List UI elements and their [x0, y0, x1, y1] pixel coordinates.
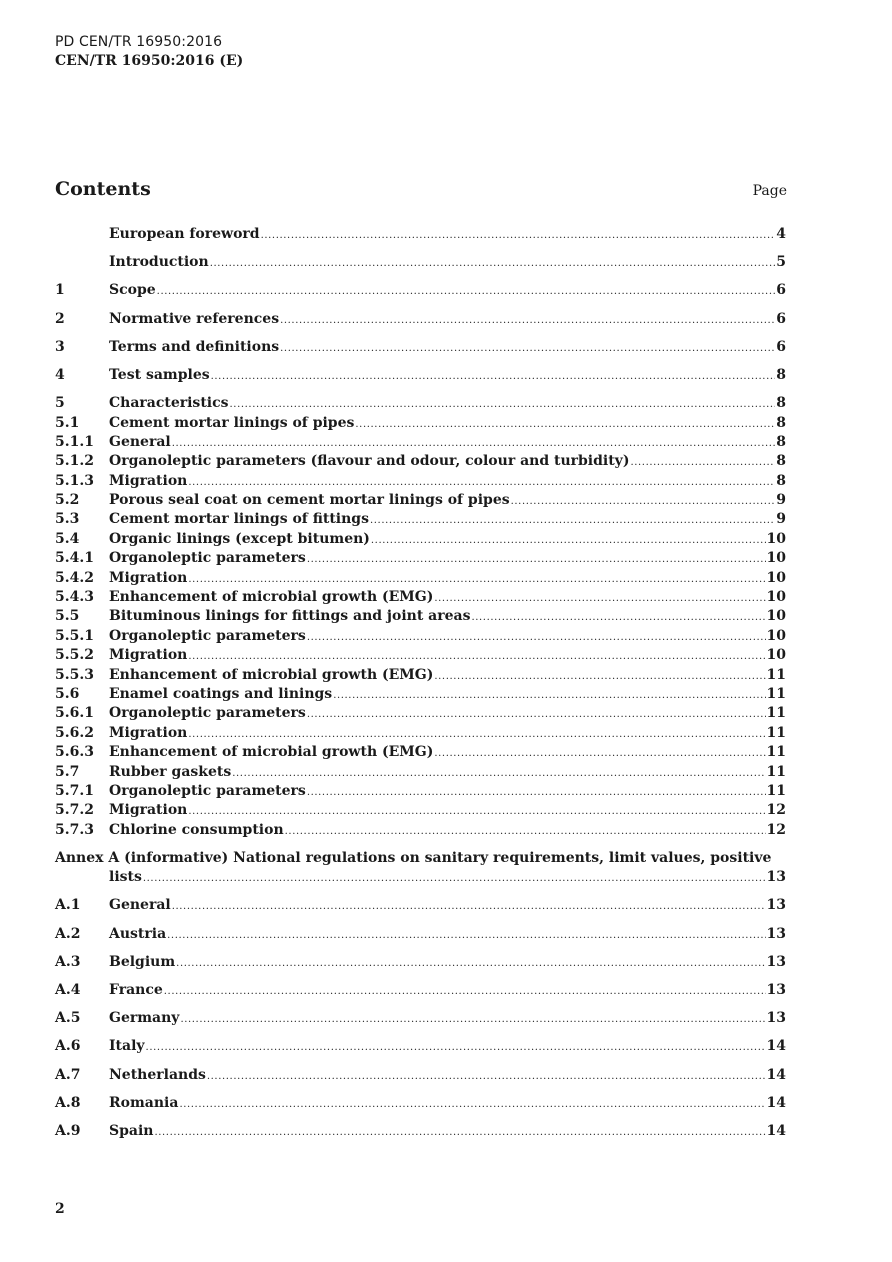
toc-entry-number: A.3: [55, 953, 81, 970]
dot-leader: [434, 589, 765, 608]
toc-entry-page: 10: [766, 627, 786, 644]
dot-leader: [207, 1067, 766, 1086]
toc-entry-title: Italy: [109, 1038, 145, 1055]
toc-entry-page: 6: [776, 282, 786, 299]
toc-entry-title: Migration: [109, 724, 188, 741]
dot-leader: [232, 764, 765, 783]
toc-entry-title: Organoleptic parameters: [109, 782, 306, 799]
toc-entry-number: A.1: [55, 897, 81, 914]
dot-leader: [188, 725, 765, 744]
dot-leader: [333, 686, 765, 705]
dot-leader: [167, 926, 765, 945]
toc-entry-page: 14: [766, 1038, 786, 1055]
toc-entry-page: 9: [776, 492, 786, 509]
toc-entry[interactable]: [55, 782, 786, 801]
toc-entry-title: Normative references: [109, 310, 280, 327]
toc-entry-number: 5.4.3: [55, 589, 94, 606]
toc-entry-number: 5.4.2: [55, 569, 94, 586]
toc-entry-title: General: [109, 897, 171, 914]
toc-entry-page: 13: [766, 1010, 786, 1027]
toc-entry-page: 11: [766, 763, 786, 780]
toc-entry-number: A.8: [55, 1094, 81, 1111]
toc-entry[interactable]: [55, 588, 786, 607]
toc-entry[interactable]: [55, 607, 786, 626]
toc-entry-number: 5.7: [55, 763, 80, 780]
dot-leader: [188, 570, 765, 589]
annex-title-line-2: [55, 868, 786, 887]
toc-entry[interactable]: [55, 685, 786, 704]
toc-entry-title: Cement mortar linings of fittings: [109, 511, 369, 528]
toc-entry-page: 8: [776, 395, 786, 412]
toc-entry[interactable]: [55, 1009, 786, 1028]
toc-entry-title: Romania: [109, 1094, 179, 1111]
toc-entry-title: Enamel coatings and linings: [109, 685, 333, 702]
toc-entry-number: 5.2: [55, 492, 80, 509]
toc-entry-page: 12: [766, 802, 786, 819]
dot-leader: [188, 802, 765, 821]
toc-entry[interactable]: [55, 724, 786, 743]
page-number: 2: [55, 1201, 65, 1217]
dot-leader: [307, 550, 766, 569]
toc-entry-title: Terms and definitions: [109, 338, 280, 355]
toc-entry-page: 9: [776, 511, 786, 528]
toc-entry-page: 10: [766, 608, 786, 625]
toc-entry-title: Scope: [109, 282, 156, 299]
table-of-contents: [55, 225, 786, 1141]
toc-entry-number: 5.1.2: [55, 453, 94, 470]
dot-leader: [280, 339, 775, 358]
toc-entry[interactable]: [55, 627, 786, 646]
toc-entry[interactable]: [55, 338, 786, 357]
toc-entry[interactable]: [55, 981, 786, 1000]
dot-leader: [143, 869, 766, 888]
toc-entry-number: 5.4: [55, 530, 80, 547]
dot-leader: [210, 254, 776, 273]
toc-entry[interactable]: [55, 366, 786, 385]
toc-entry-page: 10: [766, 647, 786, 664]
toc-entry[interactable]: [55, 1037, 786, 1056]
toc-entry-title: Enhancement of microbial growth (EMG): [109, 589, 434, 606]
toc-entry-page: 10: [766, 550, 786, 567]
dot-leader: [285, 822, 766, 841]
toc-entry-title: Rubber gaskets: [109, 763, 232, 780]
toc-entry[interactable]: [55, 530, 786, 549]
toc-entry[interactable]: [55, 433, 786, 452]
dot-leader: [188, 647, 765, 666]
toc-entry-title: Belgium: [109, 953, 176, 970]
toc-entry-page: 5: [776, 254, 786, 271]
toc-entry-page: 11: [766, 724, 786, 741]
toc-entry-number: 5.5.2: [55, 647, 94, 664]
dot-leader: [280, 311, 775, 330]
dot-leader: [511, 492, 776, 511]
toc-entry-title: Migration: [109, 569, 188, 586]
contents-heading-row: [55, 178, 787, 200]
dot-leader: [355, 415, 775, 434]
dot-leader: [172, 434, 776, 453]
toc-entry-page: 11: [766, 782, 786, 799]
annex-title-continuation: lists: [109, 869, 142, 886]
dot-leader: [211, 367, 776, 386]
toc-entry-number: 5.7.2: [55, 802, 94, 819]
toc-entry-number: 5.5.3: [55, 666, 94, 683]
dot-leader: [261, 226, 776, 245]
dot-leader: [188, 473, 775, 492]
toc-entry[interactable]: [55, 925, 786, 944]
toc-entry-title: Austria: [109, 925, 167, 942]
toc-entry[interactable]: [55, 394, 786, 413]
dot-leader: [471, 608, 765, 627]
toc-entry-page: 11: [766, 666, 786, 683]
toc-entry-title: Migration: [109, 802, 188, 819]
toc-entry[interactable]: [55, 491, 786, 510]
toc-entry-title: Migration: [109, 647, 188, 664]
contents-title: Contents: [55, 178, 151, 200]
dot-leader: [154, 1123, 765, 1142]
toc-entry-number: 5.6.1: [55, 705, 94, 722]
toc-entry-page: 11: [766, 685, 786, 702]
toc-entry[interactable]: [55, 225, 786, 244]
toc-entry-title: Bituminous linings for fittings and joint areas: [109, 608, 471, 625]
toc-entry-title: Organic linings (except bitumen): [109, 530, 370, 547]
toc-entry[interactable]: [55, 510, 786, 529]
toc-entry-title: Test samples: [109, 366, 210, 383]
toc-entry-number: 5.7.3: [55, 821, 94, 838]
toc-entry-page: 10: [766, 589, 786, 606]
toc-entry-number: 3: [55, 338, 65, 355]
toc-entry-page: 13: [766, 953, 786, 970]
toc-entry-title: European foreword: [109, 226, 260, 242]
toc-entry-number: 4: [55, 366, 65, 383]
dot-leader: [157, 282, 776, 301]
toc-entry[interactable]: [55, 743, 786, 762]
dot-leader: [179, 1095, 765, 1114]
toc-entry-title: Cement mortar linings of pipes: [109, 414, 355, 431]
toc-entry[interactable]: [55, 549, 786, 568]
toc-entry[interactable]: [55, 821, 786, 840]
toc-entry-page: 8: [776, 433, 786, 450]
toc-entry-page: 12: [766, 821, 786, 838]
dot-leader: [370, 511, 775, 530]
toc-entry-title: Organoleptic parameters (flavour and odour, colour and turbidity): [109, 453, 630, 470]
toc-entry-title: Characteristics: [109, 395, 229, 412]
dot-leader: [176, 954, 765, 973]
toc-entry-page: 6: [776, 338, 786, 355]
toc-entry-number: 5.1.1: [55, 433, 94, 450]
toc-entry[interactable]: [55, 310, 786, 329]
toc-entry[interactable]: [55, 414, 786, 433]
toc-entry-page: 11: [766, 744, 786, 761]
dot-leader: [371, 531, 766, 550]
dot-leader: [307, 628, 766, 647]
annex-a-entry[interactable]: [55, 849, 786, 888]
toc-entry[interactable]: [55, 666, 786, 685]
toc-entry-page: 13: [766, 982, 786, 999]
toc-entry-page: 14: [766, 1094, 786, 1111]
toc-entry-page: 6: [776, 310, 786, 327]
toc-entry-title: Organoleptic parameters: [109, 550, 306, 567]
dot-leader: [180, 1010, 765, 1029]
toc-entry[interactable]: [55, 801, 786, 820]
toc-entry[interactable]: [55, 452, 786, 471]
toc-entry-number: 5.6.2: [55, 724, 94, 741]
toc-entry-title: Organoleptic parameters: [109, 705, 306, 722]
toc-entry-title: Organoleptic parameters: [109, 627, 306, 644]
toc-entry-number: 5.4.1: [55, 550, 94, 567]
toc-entry-page: 11: [766, 705, 786, 722]
toc-entry-number: 5.6.3: [55, 744, 94, 761]
dot-leader: [307, 783, 766, 802]
toc-entry[interactable]: [55, 704, 786, 723]
toc-entry-title: Porous seal coat on cement mortar linings of pipes: [109, 492, 510, 509]
toc-entry-number: 5.1: [55, 414, 80, 431]
toc-entry-number: 5.5.1: [55, 627, 94, 644]
toc-entry-page: 13: [766, 925, 786, 942]
toc-entry-page: 8: [776, 472, 786, 489]
toc-entry[interactable]: [55, 569, 786, 588]
toc-entry[interactable]: [55, 763, 786, 782]
toc-entry-number: A.5: [55, 1010, 81, 1027]
toc-entry-title: Chlorine consumption: [109, 821, 284, 838]
toc-entry[interactable]: [55, 472, 786, 491]
toc-entry-number: A.7: [55, 1066, 81, 1083]
toc-entry-title: General: [109, 433, 171, 450]
toc-entry-number: 5.3: [55, 511, 80, 528]
toc-entry-page: 4: [776, 226, 786, 242]
toc-entry-title: Spain: [109, 1122, 154, 1139]
document-reference: CEN/TR 16950:2016 (E): [55, 53, 244, 69]
dot-leader: [172, 897, 766, 916]
toc-entry[interactable]: [55, 1122, 786, 1141]
toc-entry-page: 13: [766, 897, 786, 914]
toc-entry[interactable]: [55, 281, 786, 300]
toc-entry[interactable]: [55, 1094, 786, 1113]
toc-entry-title: France: [109, 982, 163, 999]
dot-leader: [630, 453, 775, 472]
toc-entry[interactable]: [55, 896, 786, 915]
dot-leader: [164, 982, 766, 1001]
document-header: [55, 33, 243, 70]
toc-entry-number: 5: [55, 395, 65, 412]
dot-leader: [434, 744, 765, 763]
toc-entry[interactable]: [55, 953, 786, 972]
toc-entry-title: Germany: [109, 1010, 180, 1027]
toc-entry-number: 2: [55, 310, 65, 327]
toc-entry-page: 14: [766, 1066, 786, 1083]
toc-entry-title: Enhancement of microbial growth (EMG): [109, 666, 434, 683]
dot-leader: [307, 705, 766, 724]
toc-entry-number: A.4: [55, 982, 81, 999]
toc-entry-page: 8: [776, 414, 786, 431]
toc-entry-title: Migration: [109, 472, 188, 489]
toc-entry-number: 1: [55, 282, 65, 299]
dot-leader: [230, 395, 776, 414]
dot-leader: [434, 667, 765, 686]
toc-entry-page: 10: [766, 530, 786, 547]
toc-entry-page: 14: [766, 1122, 786, 1139]
toc-entry-title: Introduction: [109, 254, 209, 271]
document-id: PD CEN/TR 16950:2016: [55, 34, 223, 50]
toc-entry-number: 5.6: [55, 685, 80, 702]
toc-entry-title: Netherlands: [109, 1066, 206, 1083]
toc-entry[interactable]: [55, 253, 786, 272]
toc-entry-number: 5.5: [55, 608, 80, 625]
toc-entry-page: 8: [776, 366, 786, 383]
toc-entry-number: A.2: [55, 925, 81, 942]
toc-entry-number: 5.7.1: [55, 782, 94, 799]
toc-entry[interactable]: [55, 646, 786, 665]
toc-entry-page: 8: [776, 453, 786, 470]
page-column-label: Page: [752, 183, 787, 199]
dot-leader: [146, 1038, 766, 1057]
toc-entry-number: A.9: [55, 1122, 81, 1139]
annex-page: 13: [766, 869, 786, 886]
toc-entry-number: A.6: [55, 1038, 81, 1055]
toc-entry-title: Enhancement of microbial growth (EMG): [109, 744, 434, 761]
toc-entry-page: 10: [766, 569, 786, 586]
toc-entry-number: 5.1.3: [55, 472, 94, 489]
annex-title-line-1: Annex A (informative) National regulations on sanitary requirements, limit values, positive: [55, 849, 772, 866]
toc-entry[interactable]: [55, 1066, 786, 1085]
